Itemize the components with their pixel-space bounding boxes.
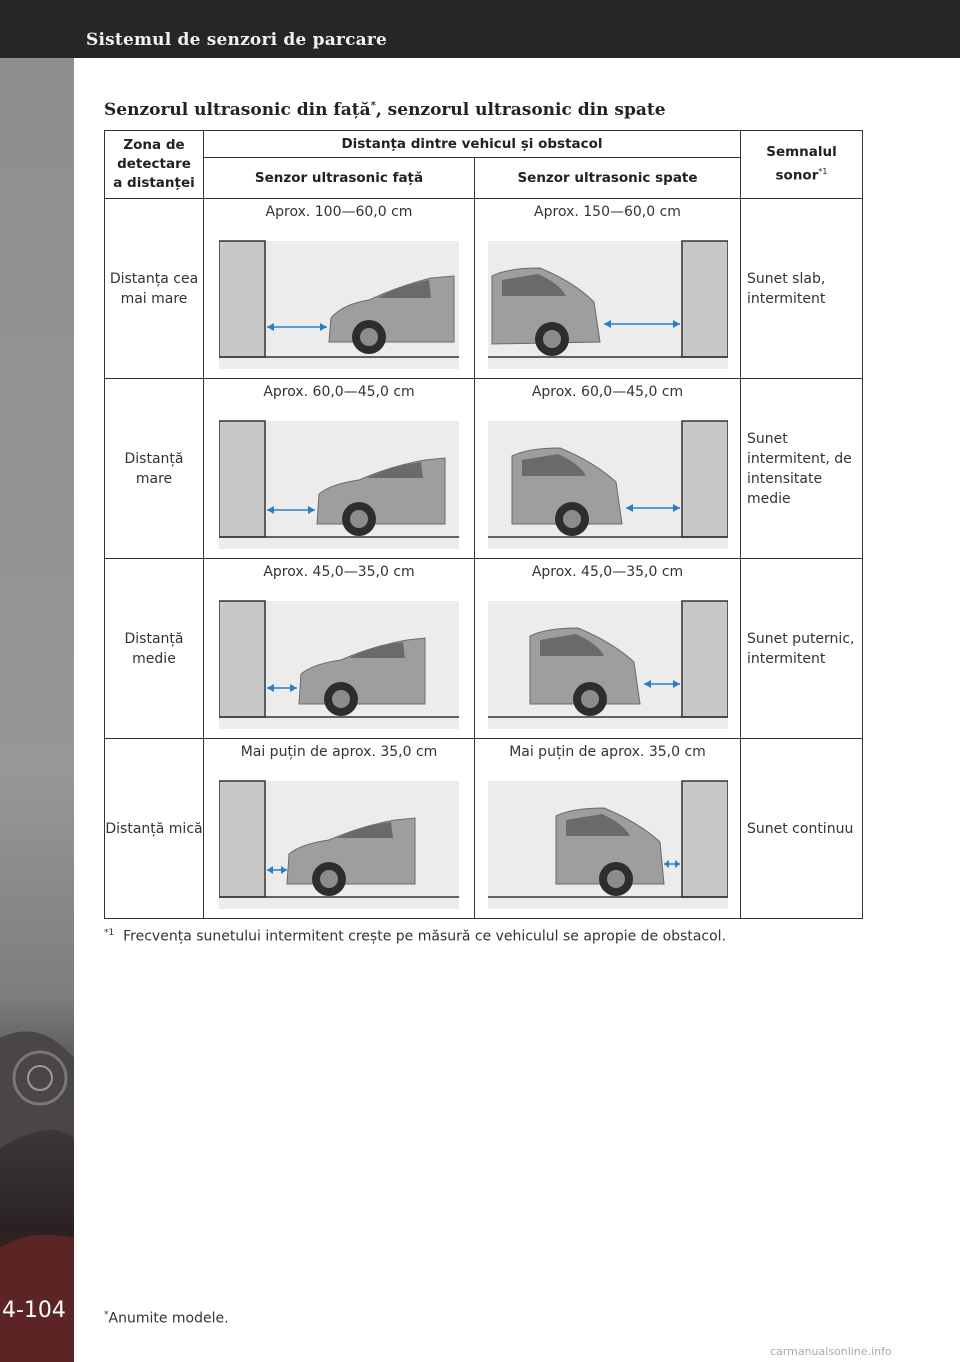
front-sensor-illustration	[219, 584, 459, 729]
front-range: Aprox. 100—60,0 cm	[265, 204, 413, 220]
col-signal-label: Semnalul sonor	[766, 144, 837, 184]
heading-mark: *	[370, 100, 376, 112]
page-number: 4-104	[2, 1298, 66, 1323]
footnote	[104, 928, 726, 945]
signal-description: Sunet slab, intermitent	[741, 199, 863, 379]
rear-cell	[475, 559, 741, 739]
front-cell	[204, 559, 475, 739]
front-range: Mai puțin de aprox. 35,0 cm	[240, 744, 438, 760]
table-row	[105, 559, 863, 739]
footnote-text: Frecvența sunetului intermitent crește pe măsură ce vehiculul se apropie de obstacol.	[123, 928, 727, 945]
table-header-row	[105, 131, 863, 158]
footnote-mark: *1	[104, 928, 115, 938]
rear-cell	[475, 739, 741, 919]
rear-sensor-illustration	[488, 584, 728, 729]
col-front-header: Senzor ultrasonic față	[204, 158, 475, 199]
col-distance-header: Distanța dintre vehicul și obstacol	[204, 131, 741, 158]
col-signal-mark: *1	[818, 167, 828, 177]
watermark: carmanualsonline.info	[770, 1345, 892, 1358]
heading-text-b: , senzorul ultrasonic din spate	[375, 100, 666, 120]
rear-range: Aprox. 45,0—35,0 cm	[531, 564, 684, 580]
rear-sensor-illustration	[488, 764, 728, 909]
front-sensor-illustration	[219, 764, 459, 909]
signal-description: Sunet continuu	[741, 739, 863, 919]
bottom-note	[104, 1310, 229, 1327]
col-signal-header	[741, 131, 863, 199]
table-row	[105, 739, 863, 919]
front-range: Aprox. 60,0—45,0 cm	[263, 384, 415, 400]
signal-description: Sunet puternic, intermitent	[741, 559, 863, 739]
top-header-bar	[0, 0, 960, 58]
rear-cell	[475, 199, 741, 379]
heading-text-a: Senzorul ultrasonic din față	[104, 100, 371, 120]
left-sidebar	[0, 58, 74, 1362]
section-heading	[104, 100, 666, 120]
front-sensor-illustration	[219, 224, 459, 369]
sensor-distance-table	[104, 130, 863, 919]
table-row	[105, 199, 863, 379]
zone-label: Distanță mare	[105, 379, 204, 559]
rear-range: Aprox. 60,0—45,0 cm	[531, 384, 684, 400]
front-range: Aprox. 45,0—35,0 cm	[263, 564, 415, 580]
zone-label: Distanța cea mai mare	[105, 199, 204, 379]
rear-cell	[475, 379, 741, 559]
front-cell	[204, 379, 475, 559]
chapter-title: Sistemul de senzori de parcare	[86, 30, 388, 50]
bottom-note-mark: *	[104, 1310, 109, 1320]
signal-description: Sunet intermitent, de intensitate medie	[741, 379, 863, 559]
col-rear-header: Senzor ultrasonic spate	[475, 158, 741, 199]
zone-label: Distanță mică	[105, 739, 204, 919]
bottom-note-text: Anumite modele.	[108, 1310, 229, 1327]
rear-range: Mai puțin de aprox. 35,0 cm	[509, 744, 706, 760]
rear-sensor-illustration	[488, 404, 728, 549]
rear-range: Aprox. 150—60,0 cm	[534, 204, 681, 220]
front-cell	[204, 739, 475, 919]
rear-sensor-illustration	[488, 224, 728, 369]
front-cell	[204, 199, 475, 379]
col-zone-header: Zona de detectare a distanței	[105, 131, 204, 199]
table-row	[105, 379, 863, 559]
zone-label: Distanță medie	[105, 559, 204, 739]
front-sensor-illustration	[219, 404, 459, 549]
